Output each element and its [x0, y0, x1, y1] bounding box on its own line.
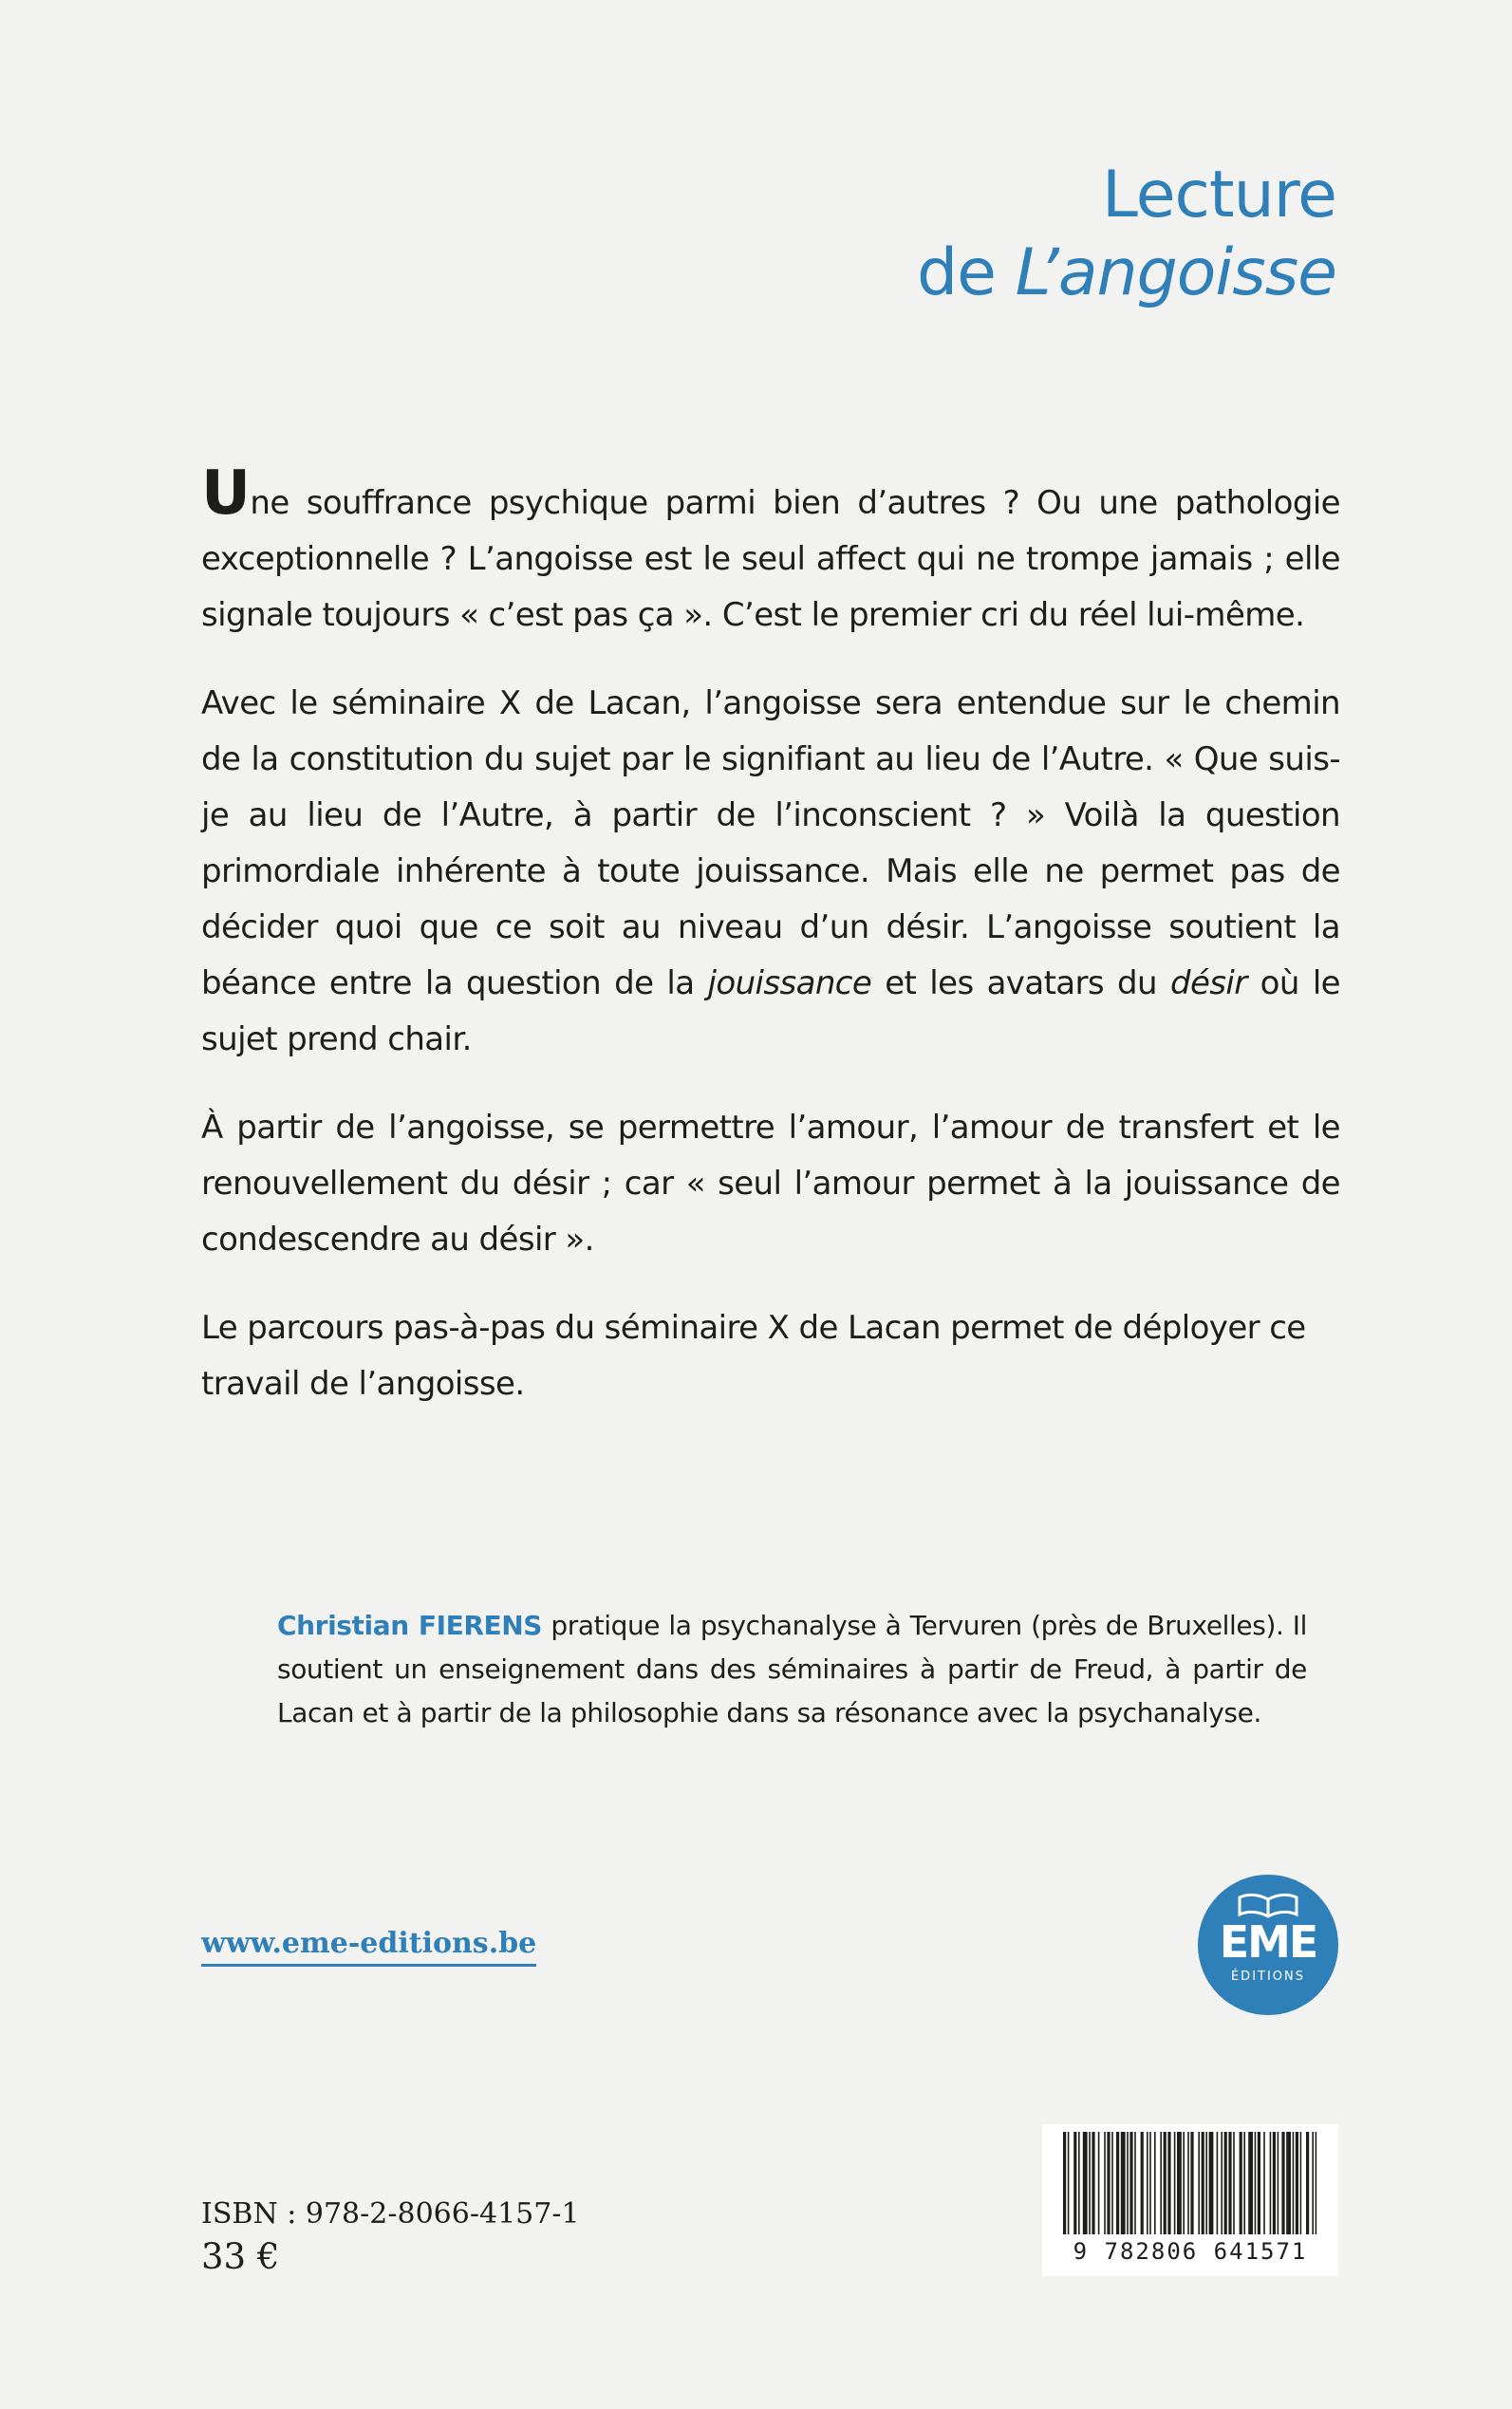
barcode-bar: [1233, 2132, 1235, 2234]
barcode-bar: [1107, 2132, 1110, 2234]
barcode-bar: [1217, 2132, 1219, 2234]
barcode-digits: 9 782806 641571: [1073, 2238, 1308, 2265]
barcode-bar: [1134, 2132, 1136, 2234]
barcode-bar: [1205, 2132, 1207, 2234]
barcode-bar: [1281, 2132, 1284, 2234]
barcode-bar: [1089, 2132, 1091, 2234]
blurb-paragraph-2: [201, 676, 1340, 1068]
barcode-bar: [1116, 2132, 1119, 2234]
barcode-bar: [1258, 2132, 1260, 2234]
title-italic: L’angoisse: [1015, 235, 1336, 310]
barcode-bar: [1073, 2132, 1076, 2234]
barcode-bar: [1296, 2132, 1298, 2234]
barcode-bar: [1228, 2132, 1231, 2234]
barcode-bar: [1306, 2132, 1309, 2234]
barcode-bar: [1209, 2132, 1214, 2234]
barcode-bar: [1104, 2132, 1106, 2234]
barcode-bar: [1312, 2132, 1314, 2234]
barcode-bar: [1198, 2132, 1200, 2234]
barcode-bar: [1243, 2132, 1245, 2234]
barcode-bar: [1167, 2132, 1170, 2234]
blurb-paragraph-4: Le parcours pas-à-pas du séminaire X de Lacan permet de déployer ce travail de l’angoisse.: [201, 1309, 1306, 1403]
logo-subtitle: ÉDITIONS: [1230, 1970, 1306, 1984]
author-bio-text: pratique la psychanalyse à Tervuren (près de Bruxelles). Il soutient un enseignement dans des séminaires à partir de Freud, à partir de Lacan et à partir de la philosophie dans sa résonance avec la psychanalyse.: [277, 1610, 1307, 1728]
paragraph-2-italic-jouissance: jouissance: [707, 964, 872, 1002]
barcode-bar: [1224, 2132, 1227, 2234]
barcode-bar: [1240, 2132, 1242, 2234]
isbn: ISBN : 978-2-8066-4157-1: [201, 2197, 580, 2231]
barcode-bar: [1111, 2132, 1113, 2234]
barcode-bar: [1127, 2132, 1129, 2234]
barcode-bar: [1092, 2132, 1094, 2234]
barcode-bar: [1098, 2132, 1100, 2234]
barcode-bar: [1286, 2132, 1291, 2234]
author-bio: [277, 1604, 1307, 1735]
barcode-bar: [1278, 2132, 1279, 2234]
barcode-bar: [1293, 2132, 1295, 2234]
barcode-bar: [1187, 2132, 1189, 2234]
barcode-bar: [1248, 2132, 1253, 2234]
barcode-bar: [1177, 2132, 1182, 2234]
publisher-logo: [1198, 1875, 1338, 2015]
barcode-bar: [1063, 2132, 1066, 2234]
barcode-bar: [1255, 2132, 1257, 2234]
barcode-bar: [1141, 2132, 1144, 2234]
barcode-bar: [1190, 2132, 1193, 2234]
barcode-bar: [1183, 2132, 1185, 2234]
barcode-bar: [1221, 2132, 1223, 2234]
barcode-bar: [1300, 2132, 1302, 2234]
title-prefix: de: [916, 235, 1016, 310]
open-book-icon: [1236, 1890, 1300, 1918]
barcode-bar: [1164, 2132, 1167, 2234]
paragraph-2-text-a: Avec le séminaire X de Lacan, l’angoisse sera entendue sur le chemin de la constitution du sujet par le signifiant au lieu de l’Autre. « Que suis-je au lieu de l’Autre, à partir de l’inconscient ? » Voilà la question primordiale inhérente à toute jouissance. Mais elle ne permet pas de décider quoi que ce soit au niveau d’un désir. L’angoisse soutient la béance entre la question de la: [201, 684, 1340, 1002]
barcode-bar: [1316, 2132, 1317, 2234]
paragraph-1-text: ne souffrance psychique parmi bien d’autres ? Ou une pathologie exceptionnelle ? L’angoisse est le seul affect qui ne trompe jamais ; elle signale toujours « c’est pas ça ». C’est le premier cri du réel lui-même.: [201, 484, 1340, 634]
barcode-bar: [1129, 2132, 1132, 2234]
blurb-paragraph-1: [201, 458, 1340, 644]
barcode-bar: [1270, 2132, 1272, 2234]
paragraph-2-text-b: et les avatars du: [871, 964, 1170, 1002]
barcode-bar: [1154, 2132, 1156, 2234]
barcode-bar: [1121, 2132, 1126, 2234]
title-line-1: Lecture: [1102, 158, 1336, 233]
publisher-website-link[interactable]: www.eme-editions.be: [201, 1927, 536, 1967]
barcode: [1042, 2124, 1338, 2276]
barcode-bar: [1202, 2132, 1204, 2234]
logo-wordmark: EME: [1219, 1916, 1317, 1968]
drop-cap: U: [201, 458, 251, 529]
barcode-bar: [1263, 2132, 1265, 2234]
barcode-bar: [1174, 2132, 1176, 2234]
blurb-paragraph-3: À partir de l’angoisse, se permettre l’amour, l’amour de transfert et le renouvellement du désir ; car « seul l’amour permet à la jouissance de condescendre au désir ».: [201, 1109, 1340, 1259]
paragraph-2-text-c: où le sujet prend chair.: [201, 964, 1340, 1058]
author-name: Christian FIERENS: [277, 1610, 543, 1641]
barcode-bar: [1078, 2132, 1080, 2234]
price: 33 €: [201, 2236, 280, 2277]
barcode-bar: [1147, 2132, 1148, 2234]
barcode-bar: [1149, 2132, 1151, 2234]
barcode-bar: [1273, 2132, 1276, 2234]
barcode-bar: [1083, 2132, 1088, 2234]
barcode-bar: [1160, 2132, 1162, 2234]
barcode-bar: [1068, 2132, 1070, 2234]
paragraph-2-italic-desir: désir: [1170, 964, 1247, 1002]
barcode-bars: [1063, 2132, 1317, 2234]
blurb: [201, 458, 1340, 1445]
title-line-2: [917, 234, 1336, 312]
book-title: [917, 157, 1336, 312]
